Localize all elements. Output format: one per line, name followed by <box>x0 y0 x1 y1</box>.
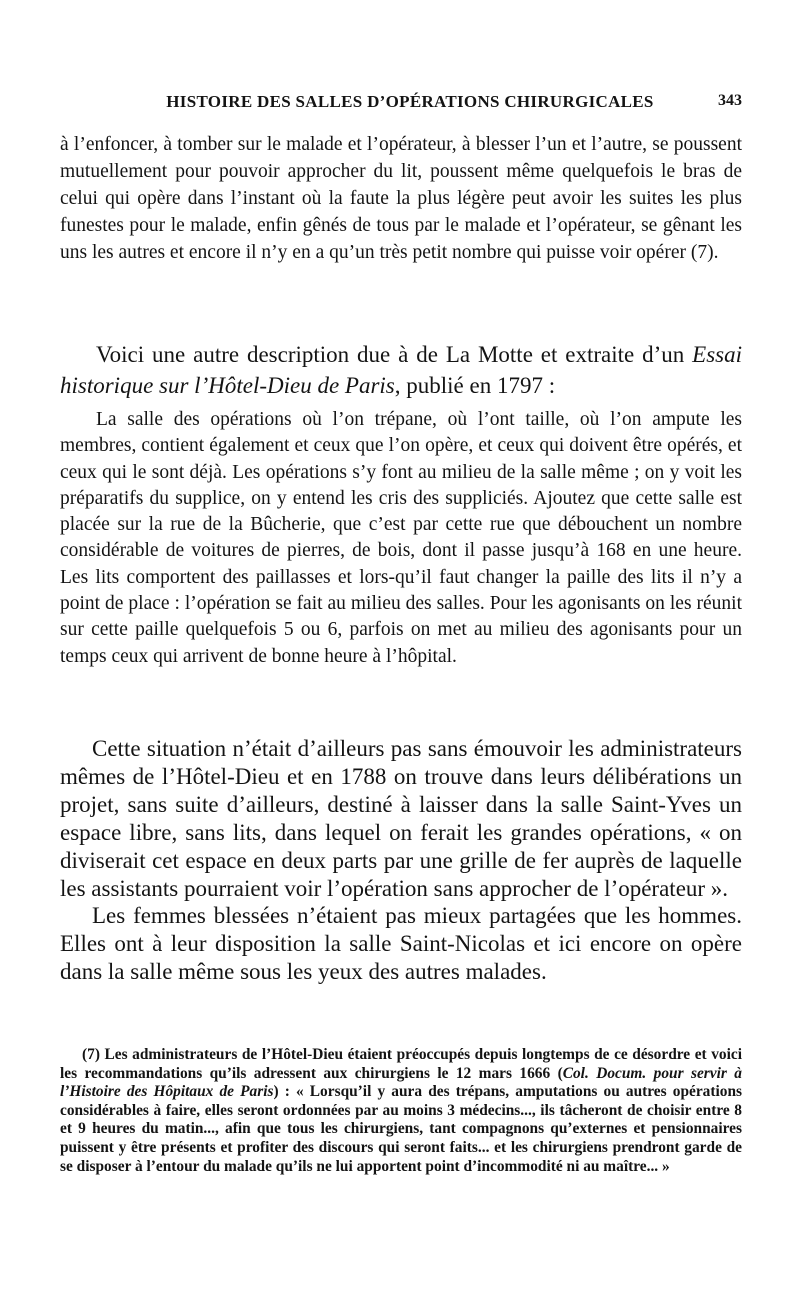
footnote-before: (7) Les administrateurs de l’Hôtel-Dieu étaient préoccupés depuis longtemps de ce désordre et voici les recommandations qu’ils adressent aux chirurgiens le 12 mars 1666 ( <box>60 1046 742 1082</box>
main-text <box>60 735 742 986</box>
intro-before: Voici une autre description due à de La Motte et extraite d’un <box>96 342 685 367</box>
quotation-text: à l’enfoncer, à tomber sur le malade et l’opérateur, à blesser l’un et l’autre, se poussent mutuellement pour pouvoir approcher du lit, poussent même quelquefois le bras de celui qui opère dans l’instant où la faute la plus légère peut avoir les suites les plus funestes pour le malade, enfin gênés de tous par le malade et l’opérateur, se gênant les uns les autres et encore il n’y en a qu’un très petit nombre qui puisse voir opérer (7). <box>60 134 742 263</box>
footnote-source: Col. Docum. pour servir à l’Histoire des Hôpitaux de Paris <box>60 1064 742 1101</box>
introduction-text <box>60 339 742 401</box>
paragraph-administrateurs: Cette situation n’était d’ailleurs pas sans émouvoir les administrateurs mêmes de l’Hôtel-Dieu et en 1788 on trouve dans leurs délibérations un projet, sans suite d’ailleurs, destiné à laisser dans la salle Saint-Yves un espace libre, sans lits, dans lequel on ferait les grandes opérations, « on diviserait cet espace en deux parts par une grille de fer auprès de laquelle les assistants pourraient voir l’opération sans approcher de l’opérateur ». <box>60 736 742 901</box>
introduction-paragraph <box>60 339 742 401</box>
footnote-text <box>60 1046 742 1176</box>
quotation-continued <box>60 131 742 266</box>
quotation-la-motte <box>60 407 742 670</box>
footnote-after: ) : « Lorsqu’il y aura des trépans, amputations ou autres opérations considérables à faire, elles seront ordonnées par au moins 3 médecins..., ils tâcheront de choisir entre 8 et 9 heures du matin..., afin que tous les chirurgiens, tant compagnons qu’externes et pensionnaires puissent y être présents et profiter des discours qui seront faits... et les chirurgiens prendront garde de se disposer à l’entour du malade qu’ils ne lui apportent point d’incommodité ni au maître... » <box>60 1083 743 1175</box>
intro-after: , publié en 1797 : <box>394 373 556 398</box>
page-number: 343 <box>718 92 742 109</box>
essay-title: Essai historique sur l’Hôtel-Dieu de Paris <box>60 342 743 398</box>
paragraph-femmes: Les femmes blessées n’étaient pas mieux partagées que les hommes. Elles ont à leur disposition la salle Saint-Nicolas et ici encore on opère dans la salle même sous les yeux des autres malades. <box>60 903 742 985</box>
page-header <box>60 92 742 120</box>
footnote-7 <box>60 1046 742 1176</box>
running-title: HISTOIRE DES SALLES D’OPÉRATIONS CHIRURGICALES <box>166 92 654 111</box>
quotation-la-motte-text: La salle des opérations où l’on trépane, où l’ont taille, où l’on ampute les membres, contient également et ceux que l’on opère, et ceux qui doivent être opérés, et ceux qui le sont déjà. Les opérations s’y font au milieu de la salle même ; on y voit les préparatifs du supplice, on y entend les cris des suppliciés. Ajoutez que cette salle est placée sur la rue de la Bûcherie, que c’est par cette rue que débouchent un nombre considérable de voitures de pierres, de bois, dont il passe jusqu’à 168 en une heure. Les lits comportent des paillasses et lors-qu’il faut changer la paille des lits il n’y a point de place : l’opération se fait au milieu des salles. Pour les agonisants on les réunit sur cette paille quelquefois 5 ou 6, parfois on met au milieu des agonisants pour un temps ceux qui arrivent de bonne heure à l’hôpital. <box>60 409 742 667</box>
